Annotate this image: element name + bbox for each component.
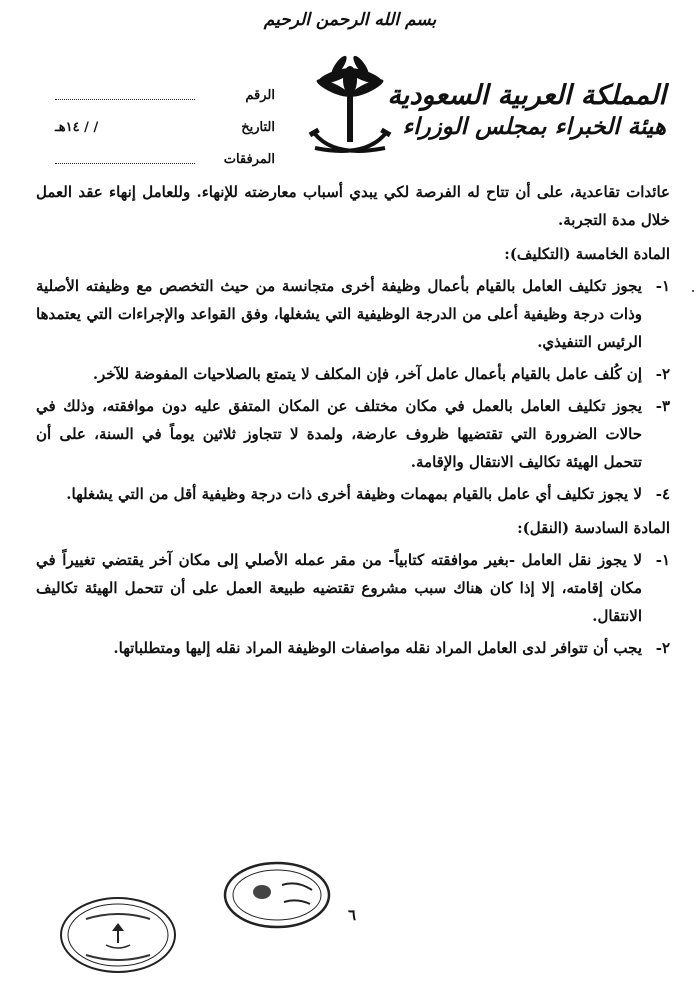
margin-mark: [692, 290, 694, 292]
item-text: يجوز تكليف العامل بالعمل في مكان مختلف عن المكان المتفق عليه دون موافقته، وذلك في حالات الضرورة التي تقتضيها ظروف عارضة، ولمدة لا تتجاوز ثلاثين يوماً في السنة، على أن تتحمل الهيئة تكاليف الانتقال والإقامة.: [36, 397, 642, 471]
official-stamp-oval: [222, 860, 332, 930]
kingdom-name: المملكة العربية السعودية: [387, 80, 666, 111]
ref-number-row: [45, 86, 275, 118]
item-text: يجب أن تتوافر لدى العامل المراد نقله مواصفات الوظيفة المراد نقله إليها ومتطلباتها.: [113, 639, 642, 657]
article-6-heading: المادة السادسة (النقل):: [517, 519, 670, 537]
date-label: التاريخ: [241, 120, 275, 135]
article-5-item: [36, 480, 670, 508]
item-number: ٢-: [655, 365, 670, 383]
date-row: [45, 118, 275, 150]
issuer-block: [387, 80, 666, 142]
article-6-item: [36, 546, 670, 630]
item-text: إن كُلف عامل بالقيام بأعمال عامل آخر، فإن المكلف لا يتمتع بالصلاحيات المفوضة للآخر.: [92, 365, 642, 383]
ref-number-line: [55, 99, 195, 100]
ref-number-label: الرقم: [245, 88, 275, 103]
item-text: يجوز تكليف العامل بالقيام بأعمال وظيفة أخرى متجانسة من حيث التخصص مع وظيفته الأصلية وذات درجة وظيفية أعلى من الدرجة الوظيفية التي يشغلها، وفق القواعد والإجراءات التي يعتمدها الرئيس التنفيذي.: [36, 277, 642, 351]
authority-name: هيئة الخبراء بمجلس الوزراء: [402, 113, 666, 140]
item-text: لا يجوز تكليف أي عامل بالقيام بمهمات وظيفة أخرى ذات درجة وظيفية أقل من التي يشغلها.: [66, 485, 642, 503]
basmala: بسم الله الرحمن الرحيم: [263, 10, 437, 30]
item-number: ١-: [655, 551, 670, 569]
attachments-line: [55, 163, 195, 164]
intro-paragraph: عائدات تقاعدية، على أن تتاح له الفرصة لكي يبدي أسباب معارضته للإنهاء. وللعامل إنهاء عقد العمل خلال مدة التجربة.: [36, 183, 670, 229]
official-stamp-round: [58, 895, 178, 975]
item-text: لا يجوز نقل العامل -بغير موافقته كتابياً- من مقر عمله الأصلي إلى مكان آخر يقتضي تغييراً في مكان إقامته، إلا إذا كان هناك سبب مشروع تقتضيه طبيعة العمل على أن تتحمل الهيئة تكاليف الانتقال.: [36, 551, 642, 625]
saudi-emblem-icon: [305, 50, 395, 170]
reference-fields: [45, 86, 275, 182]
item-number: ١-: [655, 277, 670, 295]
document-body: [36, 178, 670, 666]
item-number: ٣-: [655, 397, 670, 415]
article-6-item: [36, 634, 670, 662]
attachments-label: المرفقات: [223, 152, 275, 167]
letterhead: [0, 0, 700, 180]
item-number: ٤-: [655, 485, 670, 503]
date-value: / / ١٤هـ: [55, 120, 99, 135]
page-number: ٦: [348, 906, 357, 924]
article-5-heading: المادة الخامسة (التكليف):: [504, 245, 670, 263]
article-5-item: [36, 360, 670, 388]
article-5-item: [36, 272, 670, 356]
item-number: ٢-: [655, 639, 670, 657]
article-5-item: [36, 392, 670, 476]
